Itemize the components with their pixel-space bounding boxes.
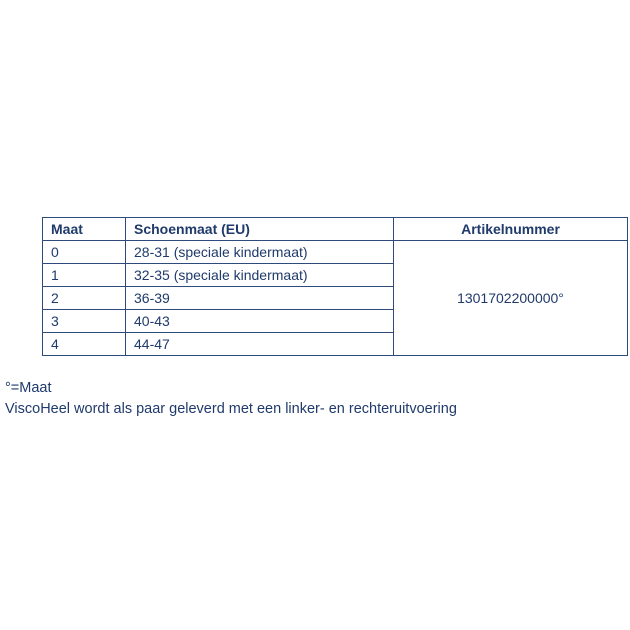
cell-schoenmaat: 28-31 (speciale kindermaat): [126, 241, 394, 264]
header-artikelnummer: Artikelnummer: [394, 218, 628, 241]
cell-maat: 2: [43, 287, 126, 310]
notes: [5, 378, 457, 420]
pair-note: ViscoHeel wordt als paar geleverd met een linker- en rechteruitvoering: [5, 401, 457, 417]
cell-maat: 3: [43, 310, 126, 333]
cell-maat: 4: [43, 333, 126, 356]
size-table: [42, 217, 628, 356]
cell-schoenmaat: 40-43: [126, 310, 394, 333]
header-maat: Maat: [43, 218, 126, 241]
cell-schoenmaat: 32-35 (speciale kindermaat): [126, 264, 394, 287]
cell-artikelnummer: 1301702200000°: [394, 241, 628, 356]
cell-schoenmaat: 36-39: [126, 287, 394, 310]
cell-schoenmaat: 44-47: [126, 333, 394, 356]
table-header-row: [43, 218, 628, 241]
table-row: [43, 241, 628, 264]
header-schoenmaat: Schoenmaat (EU): [126, 218, 394, 241]
degree-note: °=Maat: [5, 380, 52, 396]
cell-maat: 1: [43, 264, 126, 287]
cell-maat: 0: [43, 241, 126, 264]
